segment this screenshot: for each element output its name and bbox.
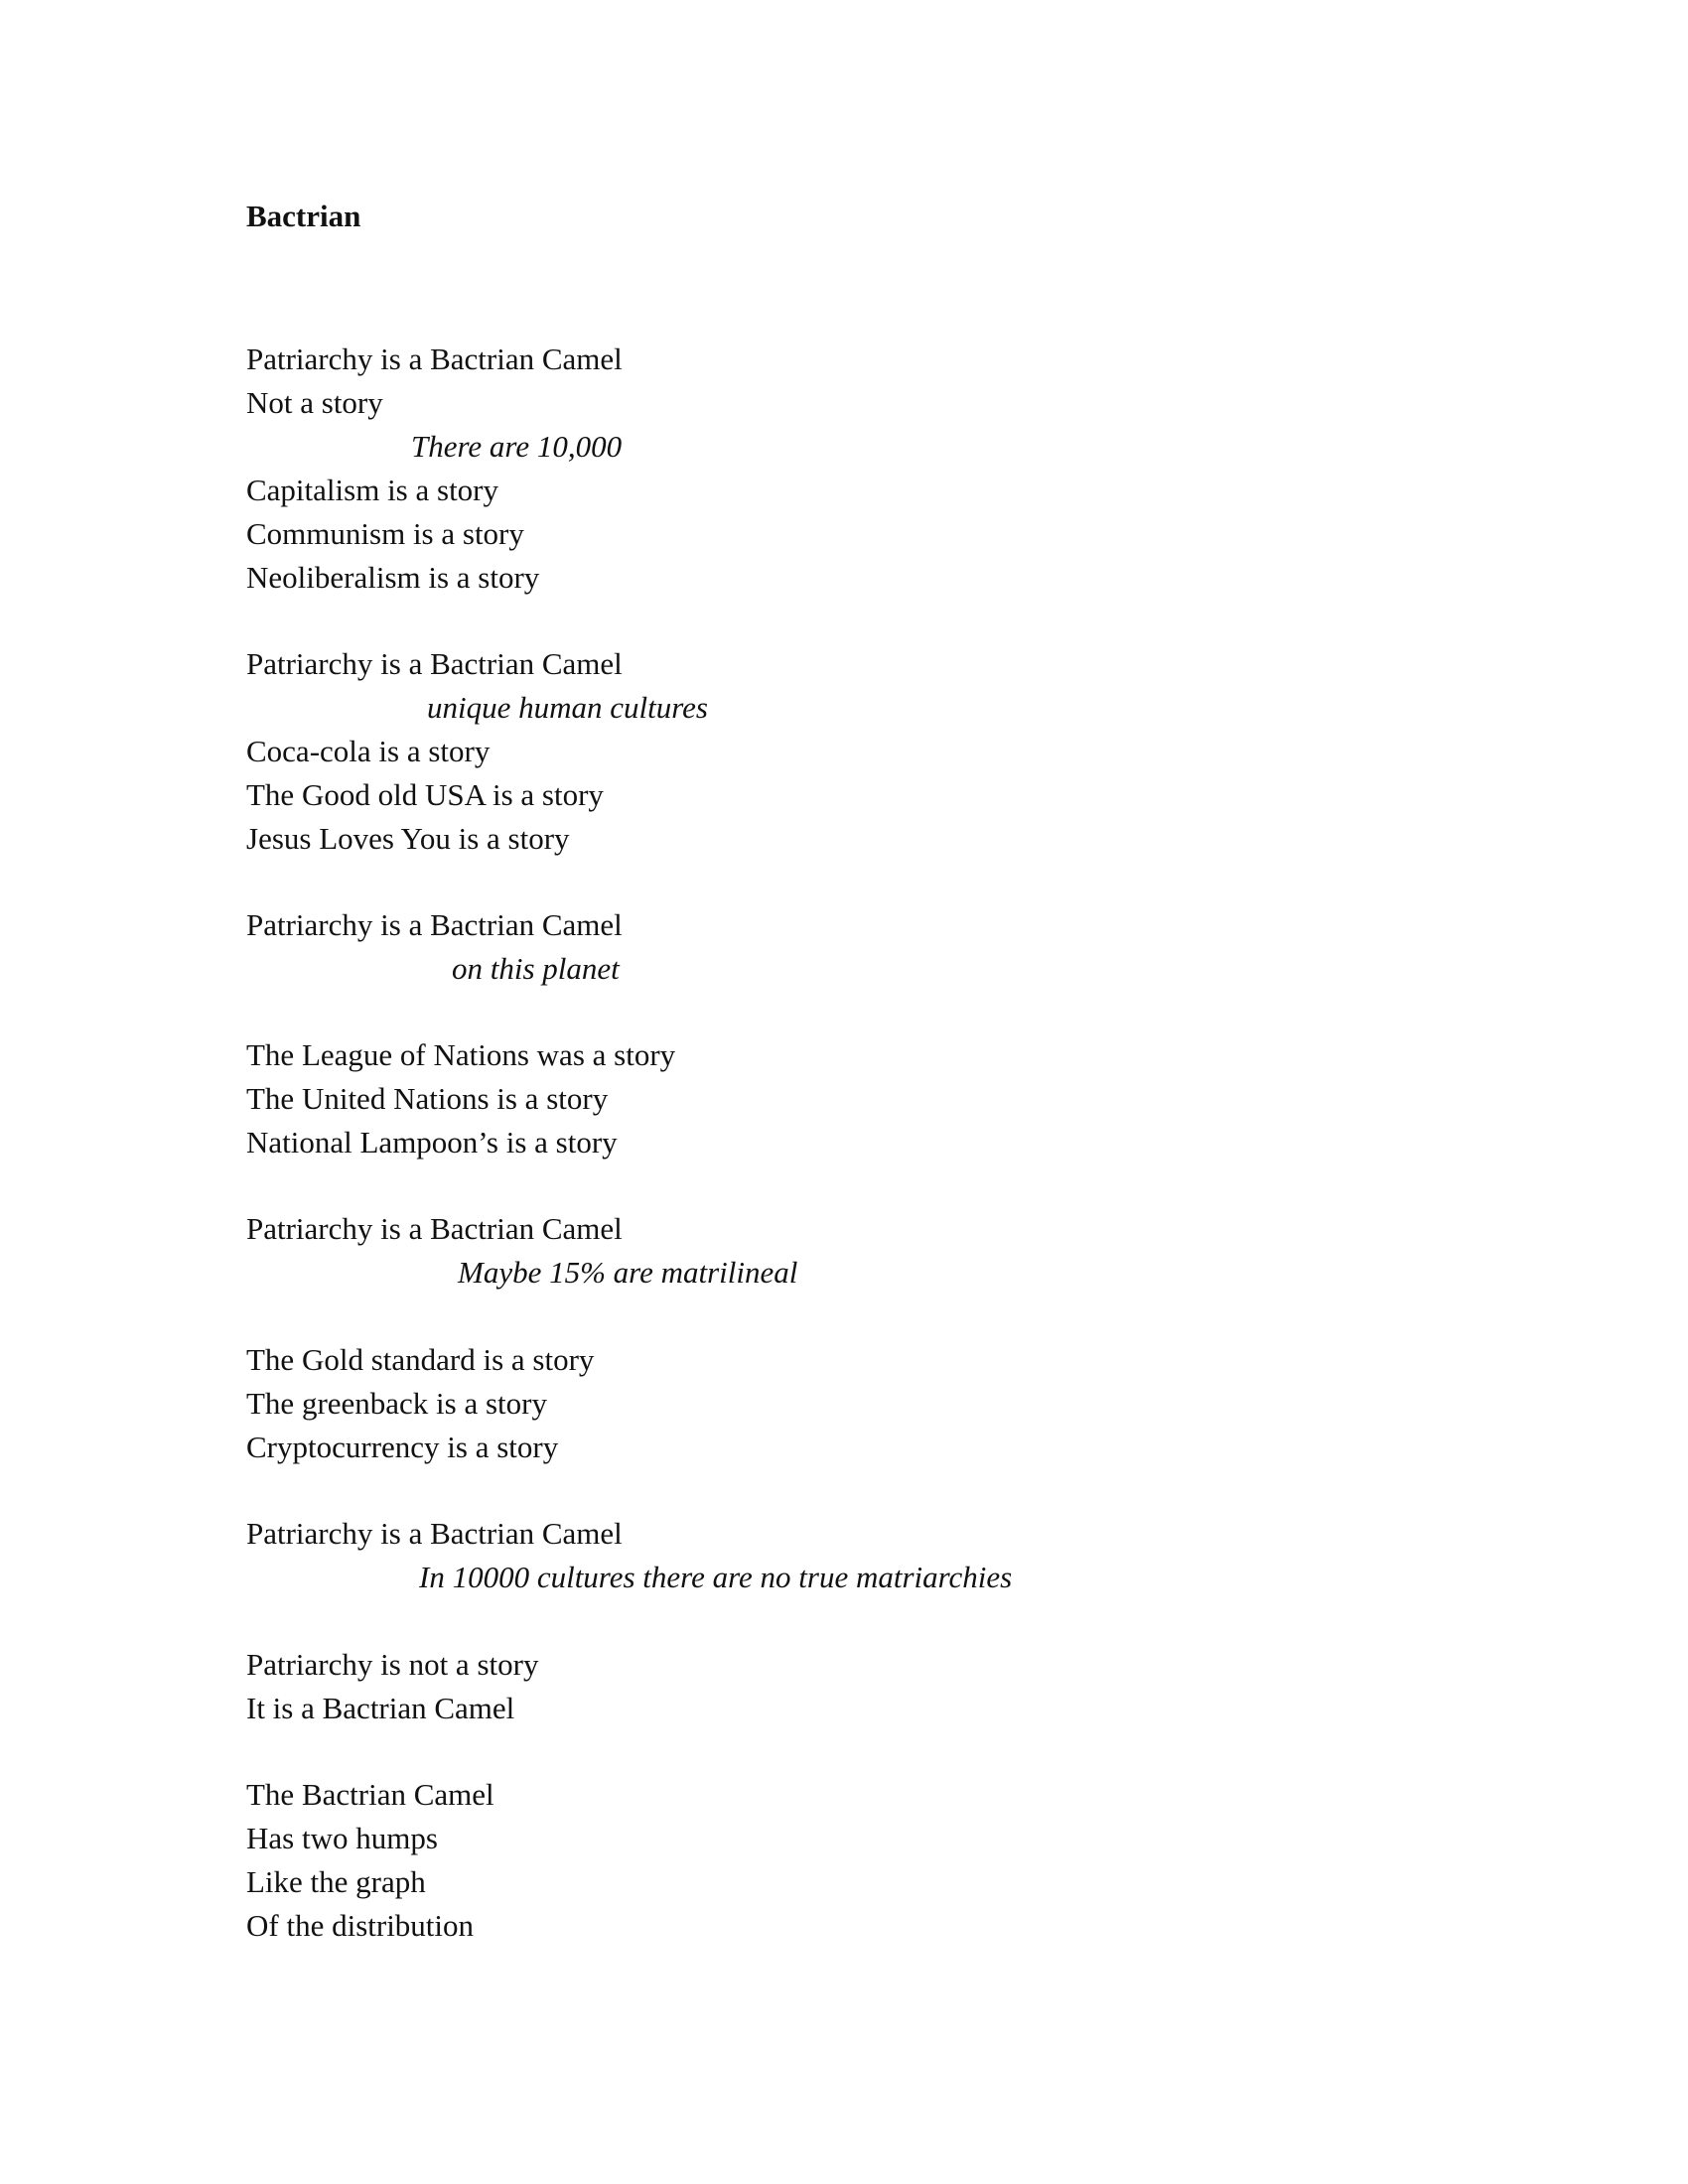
poem-aside-line: In 10000 cultures there are no true matriarchies [419,1560,1013,1594]
poem-line: It is a Bactrian Camel [246,1691,515,1725]
poem-aside-line: Maybe 15% are matrilineal [458,1255,798,1290]
poem-line: Patriarchy is a Bactrian Camel [246,341,623,376]
poem-line: Patriarchy is a Bactrian Camel [246,907,623,942]
poem-line: Patriarchy is a Bactrian Camel [246,1516,623,1551]
poem-line: Has two humps [246,1821,438,1855]
poem-line: The Bactrian Camel [246,1777,494,1812]
poem-aside-line: unique human cultures [427,690,708,725]
poem-line: Patriarchy is a Bactrian Camel [246,1211,623,1246]
poem-line: Coca-cola is a story [246,734,491,768]
poem-line: Jesus Loves You is a story [246,821,570,856]
poem-line: The greenback is a story [246,1386,547,1421]
poem-line: The Good old USA is a story [246,777,604,812]
poem-line: Patriarchy is a Bactrian Camel [246,646,623,681]
poem-line: National Lampoon’s is a story [246,1125,618,1160]
poem-line: Not a story [246,385,383,420]
poem-line: Cryptocurrency is a story [246,1430,559,1464]
poem-line: The United Nations is a story [246,1081,609,1116]
poem-title: Bactrian [246,199,361,233]
poem-line: Communism is a story [246,516,524,551]
poem-line: Of the distribution [246,1908,475,1943]
poem-line: Like the graph [246,1864,426,1899]
poem-aside-line: on this planet [452,951,620,986]
poem-line: Patriarchy is not a story [246,1647,539,1682]
poem-line: Neoliberalism is a story [246,560,540,595]
poem-line: The Gold standard is a story [246,1342,595,1377]
poem-aside-line: There are 10,000 [411,429,623,464]
poem-line: Capitalism is a story [246,473,499,507]
poem-line: The League of Nations was a story [246,1037,676,1072]
